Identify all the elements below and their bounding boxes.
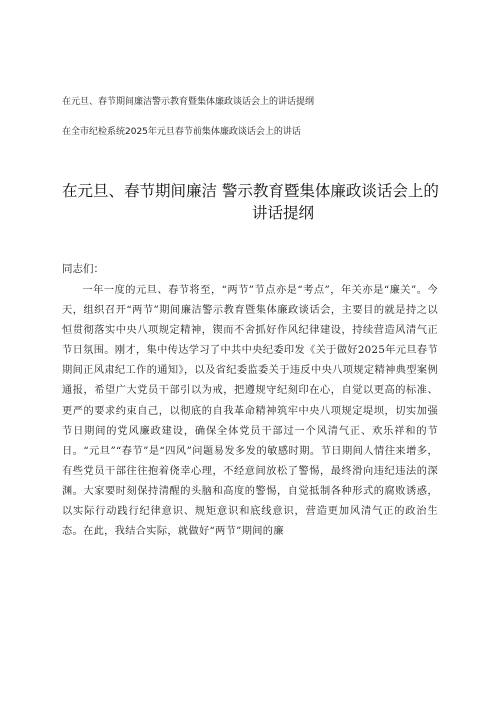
salutation: 同志们： — [62, 263, 104, 275]
document-title — [62, 180, 442, 224]
toc-item-2: 在全市纪检系统2025年元旦春节前集体廉政谈话会上的讲话 — [62, 127, 301, 137]
title-line-2: 讲话提纲 — [252, 204, 315, 222]
title-line-1: 在元旦、春节期间廉洁 警示教育暨集体廉政谈话会上的 — [62, 182, 439, 200]
body-paragraph: 一年一度的元旦、春节将至，“两节”节点亦是“考点”，年关亦是“廉关”。今天，组织召开“两节”期间廉洁警示教育暨集体廉政谈话会，主要目的就是持之以恒贯彻落实中央八项规定精神，锲而不舍抓好作风纪律建设，持续营造风清气正节日氛围。刚才，集中传达学习了中共中央纪委印发《关于做好2025年元旦春节期间正风肃纪工作的通知》，以及省纪委监委关于违反中央八项规定精神典型案例通报，希望广大党员干部引以为戒，把遵规守纪刻印在心，自觉以更高的标准、更严的要求约束自己，以彻底的自我革命精神筑牢中央八项规定堤坝，切实加强节日期间的党风廉政建设，确保全体党员干部过一个风清气正、欢乐祥和的节日。“元旦”“春节”是“四风”问题易发多发的敏感时期。节日期间人情往来增多，有些党员干部往往抱着侥幸心理，不经意间放松了警惕，最终滑向违纪违法的深渊。大家要时刻保持清醒的头脑和高度的警惕，自觉抵制各种形式的腐败诱惑，以实际行动践行纪律意识、规矩意识和底线意识，营造更加风清气正的政治生态。在此，我结合实际，就做好“两节”期间的廉 — [62, 285, 438, 538]
toc-item-1: 在元旦、春节期间廉洁警示教育暨集体廉政谈话会上的讲话提纲 — [62, 97, 315, 107]
